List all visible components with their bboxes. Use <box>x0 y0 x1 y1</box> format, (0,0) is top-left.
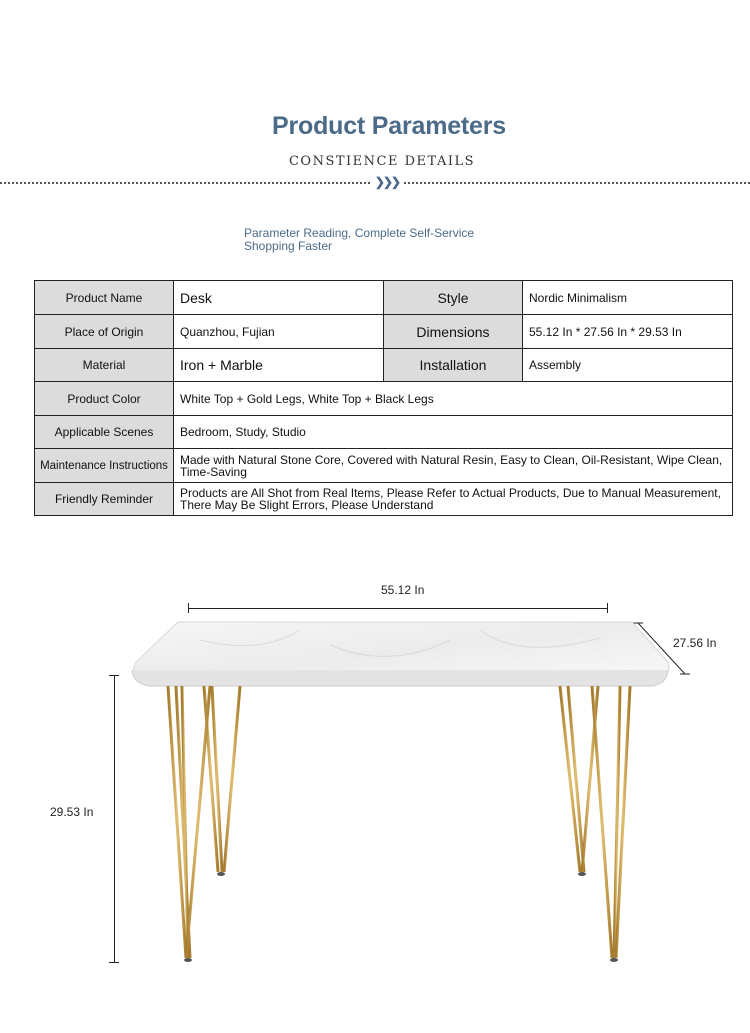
param-label: Material <box>35 349 174 382</box>
param-value: Quanzhou, Fujian <box>174 315 384 349</box>
param-label: Dimensions <box>384 315 523 349</box>
param-value: White Top + Gold Legs, White Top + Black Legs <box>174 382 733 416</box>
param-label: Product Color <box>35 382 174 416</box>
desk-image <box>0 600 750 980</box>
param-value: Made with Natural Stone Core, Covered with Natural Resin, Easy to Clean, Oil-Resistant, Wipe Clean, Time-Saving <box>174 449 733 483</box>
page-title: Product Parameters <box>272 112 506 140</box>
width-label: 55.12 In <box>381 583 425 597</box>
param-value: Desk <box>174 281 384 315</box>
depth-label: 27.56 In <box>673 636 717 650</box>
param-label: Style <box>384 281 523 315</box>
intro-text: Parameter Reading, Complete Self-Service Shopping Faster <box>244 226 475 253</box>
param-label: Friendly Reminder <box>35 483 174 516</box>
height-label: 29.53 In <box>50 805 94 819</box>
table-row <box>35 281 733 315</box>
table-row <box>35 483 733 516</box>
param-value: Assembly <box>523 349 733 382</box>
param-label: Place of Origin <box>35 315 174 349</box>
page-subtitle: CONSTIENCE DETAILS <box>288 154 476 169</box>
table-row <box>35 416 733 449</box>
param-label: Applicable Scenes <box>35 416 174 449</box>
parameters-table <box>34 280 733 516</box>
table-row <box>35 349 733 382</box>
param-value: 55.12 In * 27.56 In * 29.53 In <box>523 315 733 349</box>
param-label: Installation <box>384 349 523 382</box>
param-value: Iron + Marble <box>174 349 384 382</box>
param-value: Bedroom, Study, Studio <box>174 416 733 449</box>
param-label: Maintenance Instructions <box>35 449 174 483</box>
table-row <box>35 315 733 349</box>
table-row <box>35 449 733 483</box>
table-row <box>35 382 733 416</box>
param-label: Product Name <box>35 281 174 315</box>
param-value: Products are All Shot from Real Items, Please Refer to Actual Products, Due to Manual Measurement, There May Be Slight Errors, Please Understand <box>174 483 733 516</box>
param-value: Nordic Minimalism <box>523 281 733 315</box>
chevron-right-icon: ❯❯❯ <box>372 174 402 190</box>
